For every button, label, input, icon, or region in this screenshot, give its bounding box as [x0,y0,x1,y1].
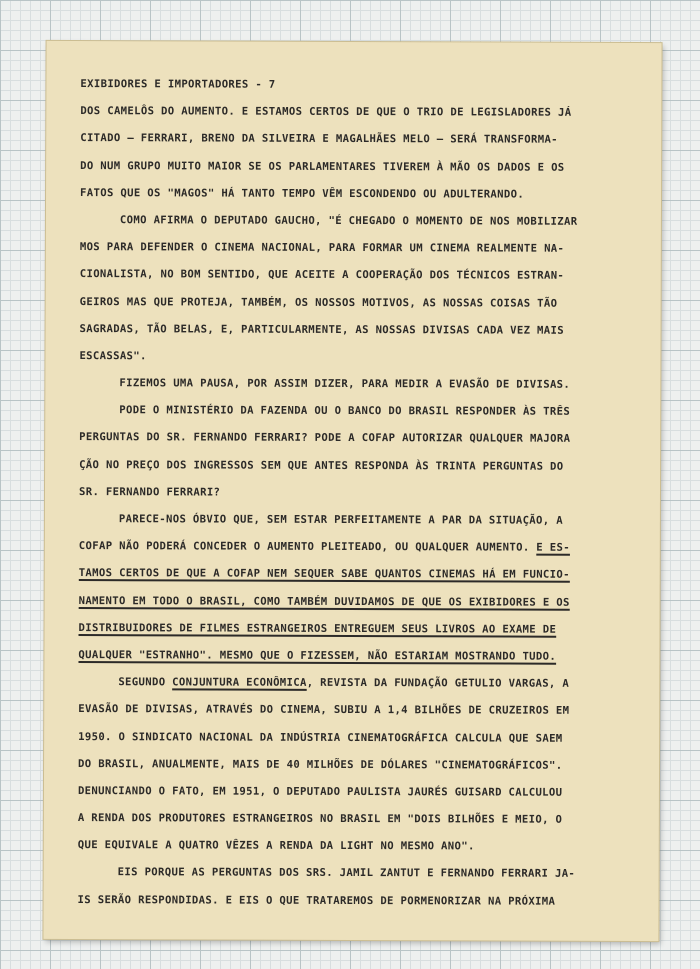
text-segment: SEGUNDO [118,676,166,689]
text-line: QUE EQUIVALE A QUATRO VÊZES A RENDA DA LIGHT NO MESMO ANO". [77,839,475,853]
text-line: DO NUM GRUPO MUITO MAIOR SE OS PARLAMENTARES TIVEREM À MÃO OS DADOS E OS [80,159,565,174]
text-line [78,669,638,698]
text-line: COMO AFIRMA O DEPUTADO GAUCHO, "É CHEGADO O MOMENTO DE NOS MOBILIZAR [119,214,578,228]
text-line: CIONALISTA, NO BOM SENTIDO, QUE ACEITE A COOPERAÇÃO DOS TÉCNICOS ESTRAN- [79,268,565,283]
underlined-line [78,642,638,671]
text-line: EVASÃO DE DIVISAS, ATRAVÉS DO CINEMA, SUBIU A 1,4 BILHÕES DE CRUZEIROS EM [78,703,570,718]
text-line: MOS PARA DEFENDER O CINEMA NACIONAL, PARA FORMAR UM CINEMA REALMENTE NA- [79,241,565,255]
text-line: DOS CAMELÔS DO AUMENTO. E ESTAMOS CERTOS DE QUE O TRIO DE LEGISLADORES JÁ [80,105,572,119]
page-header: EXIBIDORES E IMPORTADORES - 7 [80,78,276,91]
underlined-text: QUALQUER "ESTRANHO". MESMO QUE O FIZESSEM, NÃO ESTARIAM MOSTRANDO TUDO. [78,648,557,663]
text-line: PODE O MINISTÉRIO DA FAZENDA OU O BANCO DO BRASIL RESPONDER ÀS TRÊS [119,404,571,419]
text-line: DENUNCIANDO O FATO, EM 1951, O DEPUTADO PAULISTA JAURÉS GUISARD CALCULOU [77,784,563,799]
text-line: ESCASSAS". [79,349,147,363]
page-text [78,71,641,916]
underlined-text: E ES- [536,541,570,554]
text-line: SAGRADAS, TÃO BELAS, E, PARTICULARMENTE, AS NOSSAS DIVISAS CADA VEZ MAIS [79,322,565,337]
underlined-text: TAMOS CERTOS DE QUE A COFAP NEM SEQUER SABE QUANTOS CINEMAS HÁ EM FUNCIO- [78,567,570,582]
text-line: A RENDA DOS PRODUTORES ESTRANGEIROS NO BRASIL EM "DOIS BILHÕES E MEIO, O [77,812,563,826]
text-line: CITADO — FERRARI, BRENO DA SILVEIRA E MAGALHÃES MELO — SERÁ TRANSFORMA- [80,132,558,147]
underlined-text: DISTRIBUIDORES DE FILMES ESTRANGEIROS ENTREGUEM SEUS LIVROS AO EXAME DE [78,621,557,636]
underlined-text: NAMENTO EM TODO O BRASIL, COMO TAMBÉM DUVIDAMOS DE QUE OS EXIBIDORES E OS [78,594,570,609]
text-line: IS SERÃO RESPONDIDAS. E EIS O QUE TRATAREMOS DE PORMENORIZAR NA PRÓXIMA [77,893,556,908]
text-segment: , REVISTA DA FUNDAÇÃO GETULIO VARGAS, A [306,676,570,690]
typewritten-page [43,41,661,941]
text-line: GEIROS MAS QUE PROTEJA, TAMBÉM, OS NOSSOS MOTIVOS, AS NOSSAS COISAS TÃO [79,295,558,310]
text-line: FATOS QUE OS "MAGOS" HÁ TANTO TEMPO VÊM ESCONDENDO OU ADULTERANDO. [80,186,525,201]
text-line: 1950. O SINDICATO NACIONAL DA INDÚSTRIA CINEMATOGRÁFICA CALCULA QUE SAEM [78,730,563,745]
underlined-line [79,560,639,589]
underlined-line [78,615,638,644]
text-line: ÇÃO NO PREÇO DOS INGRESSOS SEM QUE ANTES RESPONDA ÀS TRINTA PERGUNTAS DO [79,458,564,473]
text-line: PERGUNTAS DO SR. FERNANDO FERRARI? PODE A COFAP AUTORIZAR QUALQUER MAJORA [79,431,571,446]
text-line: EIS PORQUE AS PERGUNTAS DOS SRS. JAMIL ZANTUT E FERNANDO FERRARI JA- [117,866,576,881]
text-line [79,533,639,562]
text-segment: COFAP NÃO PODERÁ CONCEDER O AUMENTO PLEITEADO, OU QUALQUER AUMENTO. [78,540,530,554]
text-line: DO BRASIL, ANUALMENTE, MAIS DE 40 MILHÕES DE DÓLARES "CINEMATOGRÁFICOS". [78,757,563,772]
text-line: FIZEMOS UMA PAUSA, POR ASSIM DIZER, PARA MEDIR A EVASÃO DE DIVISAS. [119,377,571,391]
text-line: PARECE-NOS ÓBVIO QUE, SEM ESTAR PERFEITAMENTE A PAR DA SITUAÇÃO, A [118,513,563,527]
underlined-line [79,588,639,617]
underlined-title: CONJUNTURA ECONÔMICA [172,676,307,689]
text-line: SR. FERNANDO FERRARI? [78,485,221,499]
